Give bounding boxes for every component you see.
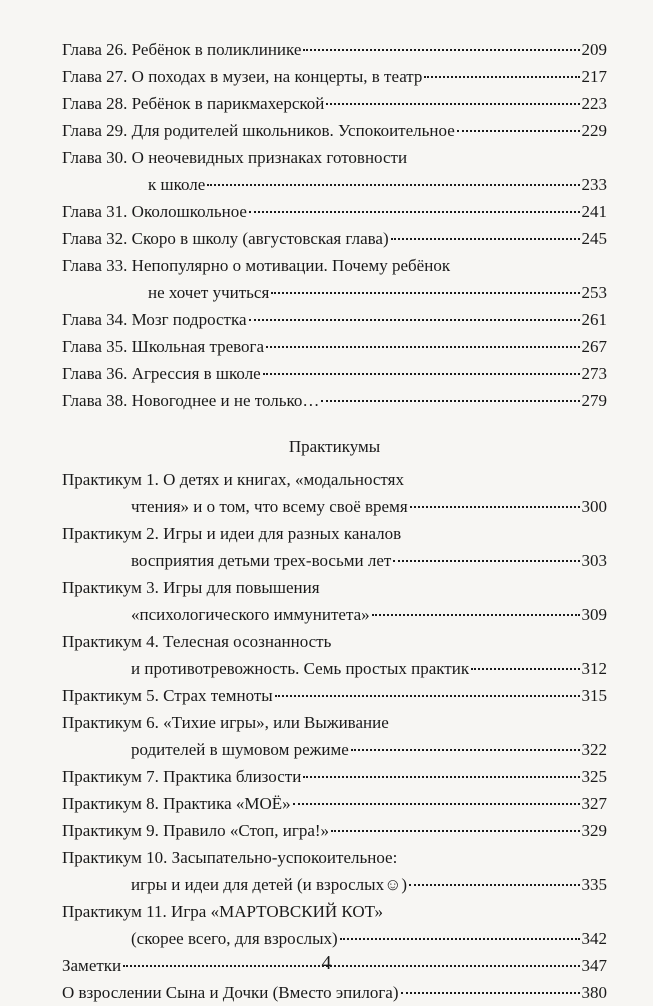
toc-entry-line bbox=[62, 63, 607, 90]
toc-entry bbox=[62, 898, 607, 952]
toc-entry bbox=[62, 763, 607, 790]
toc-entry-line bbox=[62, 682, 607, 709]
toc-entry-title: Практикум 4. Телесная осознанность bbox=[62, 632, 332, 651]
toc-entry-line bbox=[62, 225, 607, 252]
toc-entry-page: 315 bbox=[581, 686, 607, 705]
toc-entry-title: Глава 33. Непопулярно о мотивации. Почему ребёнок bbox=[62, 256, 451, 275]
toc-entry-page: 241 bbox=[581, 202, 607, 221]
toc-entry-page: 273 bbox=[581, 364, 607, 383]
toc-entry-page: 261 bbox=[581, 310, 607, 329]
dot-leader bbox=[393, 560, 579, 562]
toc-entry bbox=[62, 790, 607, 817]
chapter-list bbox=[62, 36, 607, 414]
toc-entry-page: 229 bbox=[581, 121, 607, 140]
dot-leader bbox=[303, 776, 579, 778]
toc-entry-line bbox=[62, 387, 607, 414]
toc-entry-title: Глава 36. Агрессия в школе bbox=[62, 364, 261, 383]
toc-entry bbox=[62, 387, 607, 414]
toc-entry bbox=[62, 333, 607, 360]
toc-entry-title: Практикум 8. Практика «МОЁ» bbox=[62, 794, 291, 813]
toc-entry bbox=[62, 628, 607, 682]
toc-entry-line bbox=[62, 520, 607, 547]
toc-entry-page: 300 bbox=[581, 497, 607, 516]
toc-entry-line bbox=[62, 925, 607, 952]
toc-entry bbox=[62, 520, 607, 574]
dot-leader bbox=[331, 830, 579, 832]
dot-leader bbox=[207, 184, 579, 186]
toc-entry-line bbox=[62, 790, 607, 817]
toc-entry-title: не хочет учиться bbox=[148, 283, 270, 302]
dot-leader bbox=[303, 49, 579, 51]
toc-entry-title: Глава 28. Ребёнок в парикмахерской bbox=[62, 94, 325, 113]
toc-entry bbox=[62, 709, 607, 763]
toc-entry-title: восприятия детьми трех-восьми лет bbox=[131, 551, 392, 570]
toc-entry bbox=[62, 817, 607, 844]
dot-leader bbox=[249, 211, 580, 213]
toc-entry-line bbox=[62, 306, 607, 333]
toc-entry-line bbox=[62, 279, 607, 306]
toc-entry-line bbox=[62, 333, 607, 360]
toc-entry-page: 223 bbox=[581, 94, 607, 113]
toc-entry-title: Глава 27. О походах в музеи, на концерты, в театр bbox=[62, 67, 423, 86]
toc-entry-title: Глава 29. Для родителей школьников. Успокоительное bbox=[62, 121, 455, 140]
toc-entry-title: Практикум 3. Игры для повышения bbox=[62, 578, 320, 597]
toc-entry-title: и противотревожность. Семь простых практик bbox=[131, 659, 470, 678]
page-number: 4 bbox=[321, 952, 332, 974]
toc-entry-title: Глава 30. О неочевидных признаках готовности bbox=[62, 148, 408, 167]
toc-entry-title: Глава 26. Ребёнок в поликлинике bbox=[62, 40, 302, 59]
dot-leader bbox=[266, 346, 579, 348]
toc-entry-line bbox=[62, 709, 607, 736]
toc-entry bbox=[62, 36, 607, 63]
dot-leader bbox=[293, 803, 580, 805]
section-heading-practicums: Практикумы bbox=[288, 437, 381, 456]
toc-entry-page: 329 bbox=[581, 821, 607, 840]
dot-leader bbox=[391, 238, 580, 240]
toc-entry-title: родителей в шумовом режиме bbox=[131, 740, 349, 759]
toc-entry-page: 312 bbox=[581, 659, 607, 678]
toc-entry-title: Глава 31. Околошкольное bbox=[62, 202, 247, 221]
toc-entry-page: 347 bbox=[581, 956, 607, 975]
toc-entry-title: Практикум 11. Игра «МАРТОВСКИЙ КОТ» bbox=[62, 902, 384, 921]
dot-leader bbox=[424, 76, 579, 78]
toc-entry-line bbox=[62, 601, 607, 628]
toc-entry-line bbox=[62, 493, 607, 520]
toc-entry-title: О взрослении Сына и Дочки (Вместо эпилога) bbox=[62, 983, 399, 1002]
toc-entry-line bbox=[62, 898, 607, 925]
dot-leader bbox=[471, 668, 579, 670]
toc-entry bbox=[62, 225, 607, 252]
toc-entry bbox=[62, 144, 607, 198]
toc-entry-page: 279 bbox=[581, 391, 607, 410]
toc-entry bbox=[62, 360, 607, 387]
dot-leader bbox=[275, 695, 580, 697]
toc-entry-line bbox=[62, 979, 607, 1006]
toc-entry-line bbox=[62, 36, 607, 63]
toc-entry-line bbox=[62, 736, 607, 763]
table-of-contents bbox=[62, 36, 607, 1006]
dot-leader bbox=[249, 319, 580, 321]
toc-entry-page: 380 bbox=[581, 983, 607, 1002]
toc-entry-page: 233 bbox=[581, 175, 607, 194]
toc-entry-title: Практикум 5. Страх темноты bbox=[62, 686, 273, 705]
toc-entry-line bbox=[62, 466, 607, 493]
toc-entry-line bbox=[62, 655, 607, 682]
toc-entry-title: Практикум 10. Засыпательно-успокоительное: bbox=[62, 848, 398, 867]
dot-leader bbox=[372, 614, 580, 616]
toc-entry bbox=[62, 979, 607, 1006]
dot-leader bbox=[457, 130, 580, 132]
toc-entry-title: «психологического иммунитета» bbox=[131, 605, 370, 624]
toc-entry-title: Практикум 9. Правило «Стоп, игра!» bbox=[62, 821, 330, 840]
toc-entry bbox=[62, 63, 607, 90]
toc-entry-title: Глава 35. Школьная тревога bbox=[62, 337, 265, 356]
toc-entry-line bbox=[62, 871, 607, 898]
toc-entry bbox=[62, 198, 607, 225]
toc-entry-page: 303 bbox=[581, 551, 607, 570]
dot-leader bbox=[410, 506, 580, 508]
dot-leader bbox=[401, 992, 580, 994]
toc-entry-title: чтения» и о том, что всему своё время bbox=[131, 497, 408, 516]
toc-entry-page: 325 bbox=[581, 767, 607, 786]
toc-entry-line bbox=[62, 763, 607, 790]
toc-entry-title: Глава 32. Скоро в школу (августовская глава) bbox=[62, 229, 389, 248]
toc-entry-title: (скорее всего, для взрослых) bbox=[131, 929, 338, 948]
toc-entry-line bbox=[62, 844, 607, 871]
toc-entry-title: Практикум 6. «Тихие игры», или Выживание bbox=[62, 713, 389, 732]
toc-entry-line bbox=[62, 628, 607, 655]
toc-entry-line bbox=[62, 817, 607, 844]
toc-entry bbox=[62, 117, 607, 144]
toc-entry-title: Заметки bbox=[62, 956, 122, 975]
toc-entry-page: 335 bbox=[581, 875, 607, 894]
toc-entry-title: Практикум 2. Игры и идеи для разных каналов bbox=[62, 524, 402, 543]
toc-entry-line bbox=[62, 144, 607, 171]
toc-entry-line bbox=[62, 547, 607, 574]
dot-leader bbox=[326, 103, 579, 105]
toc-entry-line bbox=[62, 117, 607, 144]
toc-entry-title: Практикум 7. Практика близости bbox=[62, 767, 302, 786]
dot-leader bbox=[321, 400, 579, 402]
toc-entry bbox=[62, 844, 607, 898]
dot-leader bbox=[409, 884, 579, 886]
toc-entry-line bbox=[62, 198, 607, 225]
toc-entry-page: 327 bbox=[581, 794, 607, 813]
toc-entry-title: Практикум 1. О детях и книгах, «модальностях bbox=[62, 470, 404, 489]
toc-entry bbox=[62, 252, 607, 306]
toc-entry-line bbox=[62, 90, 607, 117]
toc-entry bbox=[62, 306, 607, 333]
dot-leader bbox=[340, 938, 580, 940]
toc-entry-line bbox=[62, 171, 607, 198]
toc-entry-page: 342 bbox=[581, 929, 607, 948]
toc-entry-page: 217 bbox=[581, 67, 607, 86]
dot-leader bbox=[271, 292, 579, 294]
toc-entry-title: к школе bbox=[148, 175, 206, 194]
toc-entry-page: 322 bbox=[581, 740, 607, 759]
toc-entry-page: 309 bbox=[581, 605, 607, 624]
toc-entry-line bbox=[62, 360, 607, 387]
toc-entry-page: 209 bbox=[581, 40, 607, 59]
toc-entry bbox=[62, 682, 607, 709]
toc-entry bbox=[62, 90, 607, 117]
toc-entry bbox=[62, 466, 607, 520]
toc-entry-title: Глава 34. Мозг подростка bbox=[62, 310, 247, 329]
toc-entry-line bbox=[62, 252, 607, 279]
toc-entry-title: игры и идеи для детей (и взрослых☺) bbox=[131, 875, 408, 894]
toc-entry-page: 267 bbox=[581, 337, 607, 356]
practicum-list bbox=[62, 466, 607, 952]
dot-leader bbox=[351, 749, 580, 751]
toc-entry-page: 245 bbox=[581, 229, 607, 248]
toc-entry bbox=[62, 574, 607, 628]
toc-entry-page: 253 bbox=[581, 283, 607, 302]
toc-entry-title: Глава 38. Новогоднее и не только… bbox=[62, 391, 320, 410]
dot-leader bbox=[263, 373, 580, 375]
toc-entry-line bbox=[62, 574, 607, 601]
